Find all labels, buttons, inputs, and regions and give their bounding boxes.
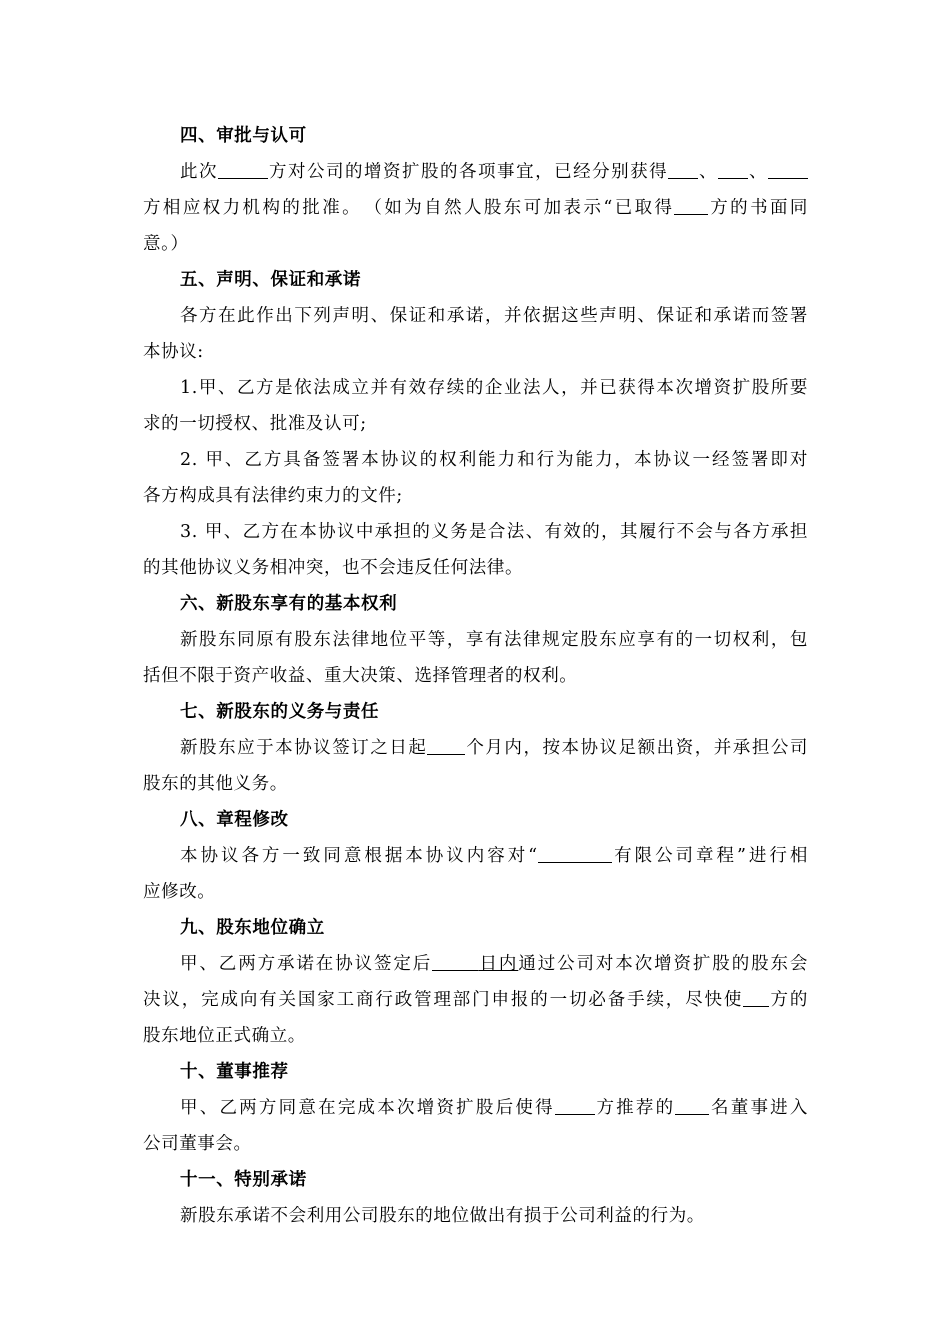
paragraph-line: 意。）: [143, 234, 189, 254]
fill-blank[interactable]: [555, 1094, 595, 1115]
text: 方的书面同: [708, 198, 809, 218]
paragraph-line: [143, 982, 808, 1018]
section-heading-special-commitment: 十一、特别承诺: [180, 1170, 307, 1190]
fill-blank[interactable]: [538, 842, 612, 863]
list-item-line: 2. 甲、乙方具备签署本协议的权利能力和行为能力，本协议一经签署即对: [180, 450, 808, 470]
text: 此次: [180, 162, 219, 182]
section-heading-obligations: 七、新股东的义务与责任: [180, 702, 380, 722]
section-heading-approval: 四、审批与认可: [180, 126, 307, 146]
fill-blank[interactable]: [718, 158, 748, 179]
section-heading-status: 九、股东地位确立: [180, 918, 325, 938]
text: 有限公司章程”进行相: [611, 846, 808, 866]
section-heading-rights: 六、新股东享有的基本权利: [180, 594, 398, 614]
text: 、: [748, 162, 768, 182]
list-item-line: 各方构成具有法律约束力的文件;: [143, 486, 403, 506]
fill-blank[interactable]: [668, 158, 698, 179]
fill-blank[interactable]: [674, 194, 708, 215]
text: 个月内，按本协议足额出资，并承担公司: [465, 738, 808, 758]
list-item-line: 的其他协议义务相冲突，也不会违反任何法律。: [143, 558, 524, 578]
text: 新股东应于本协议签订之日起: [180, 738, 428, 758]
section-heading-directors: 十、董事推荐: [180, 1062, 289, 1082]
text: 通过公司对本次增资扩股的股东会: [518, 954, 809, 974]
text: 本协议各方一致同意根据本协议内容对“: [180, 846, 538, 866]
paragraph-line: [143, 190, 808, 226]
paragraph-line: [143, 838, 808, 874]
fill-blank[interactable]: [427, 734, 465, 755]
section-heading-charter: 八、章程修改: [180, 810, 289, 830]
fill-blank[interactable]: [218, 158, 268, 179]
document-body: [143, 118, 808, 1234]
paragraph-line: 本协议:: [143, 342, 204, 362]
paragraph-line: 股东地位正式确立。: [143, 1026, 306, 1046]
text: 方推荐的: [594, 1098, 676, 1118]
paragraph-line: 新股东承诺不会利用公司股东的地位做出有损于公司利益的行为。: [180, 1206, 705, 1226]
text: 、: [698, 162, 719, 182]
paragraph-line: [143, 730, 808, 766]
paragraph-line: 括但不限于资产收益、重大决策、选择管理者的权利。: [143, 666, 578, 686]
fill-blank[interactable]: [768, 158, 808, 179]
fill-blank[interactable]: [675, 1094, 709, 1115]
text: 方相应权力机构的批准。 （如为自然人股东可加表示“已取得: [143, 198, 675, 218]
text: 日内: [478, 954, 519, 974]
paragraph-line: [143, 154, 808, 190]
text: 甲、乙两方同意在完成本次增资扩股后使得: [180, 1098, 555, 1118]
paragraph-line: 股东的其他义务。: [143, 774, 288, 794]
paragraph-line: 各方在此作出下列声明、保证和承诺，并依据这些声明、保证和承诺而签署: [180, 306, 808, 326]
paragraph-line: 公司董事会。: [143, 1134, 252, 1154]
text: 决议，完成向有关国家工商行政管理部门申报的一切必备手续，尽快使: [143, 990, 744, 1010]
list-item-line: 3. 甲、乙方在本协议中承担的义务是合法、有效的，其履行不会与各方承担: [180, 522, 808, 542]
list-item-line: 1.甲、乙方是依法成立并有效存续的企业法人，并已获得本次增资扩股所要: [180, 378, 808, 398]
section-heading-declarations: 五、声明、保证和承诺: [180, 270, 361, 290]
fill-blank[interactable]: [432, 950, 478, 971]
paragraph-line: [143, 946, 808, 982]
text: 方的: [769, 990, 808, 1010]
text: 名董事进入: [709, 1098, 809, 1118]
paragraph-line: [143, 1090, 808, 1126]
paragraph-line: 应修改。: [143, 882, 216, 902]
list-item-line: 求的一切授权、批准及认可;: [143, 414, 367, 434]
text: 方对公司的增资扩股的各项事宜，已经分别获得: [268, 162, 669, 182]
text: 甲、乙两方承诺在协议签定后: [180, 954, 433, 974]
paragraph-line: 新股东同原有股东法律地位平等，享有法律规定股东应享有的一切权利，包: [180, 630, 808, 650]
fill-blank[interactable]: [743, 986, 769, 1007]
